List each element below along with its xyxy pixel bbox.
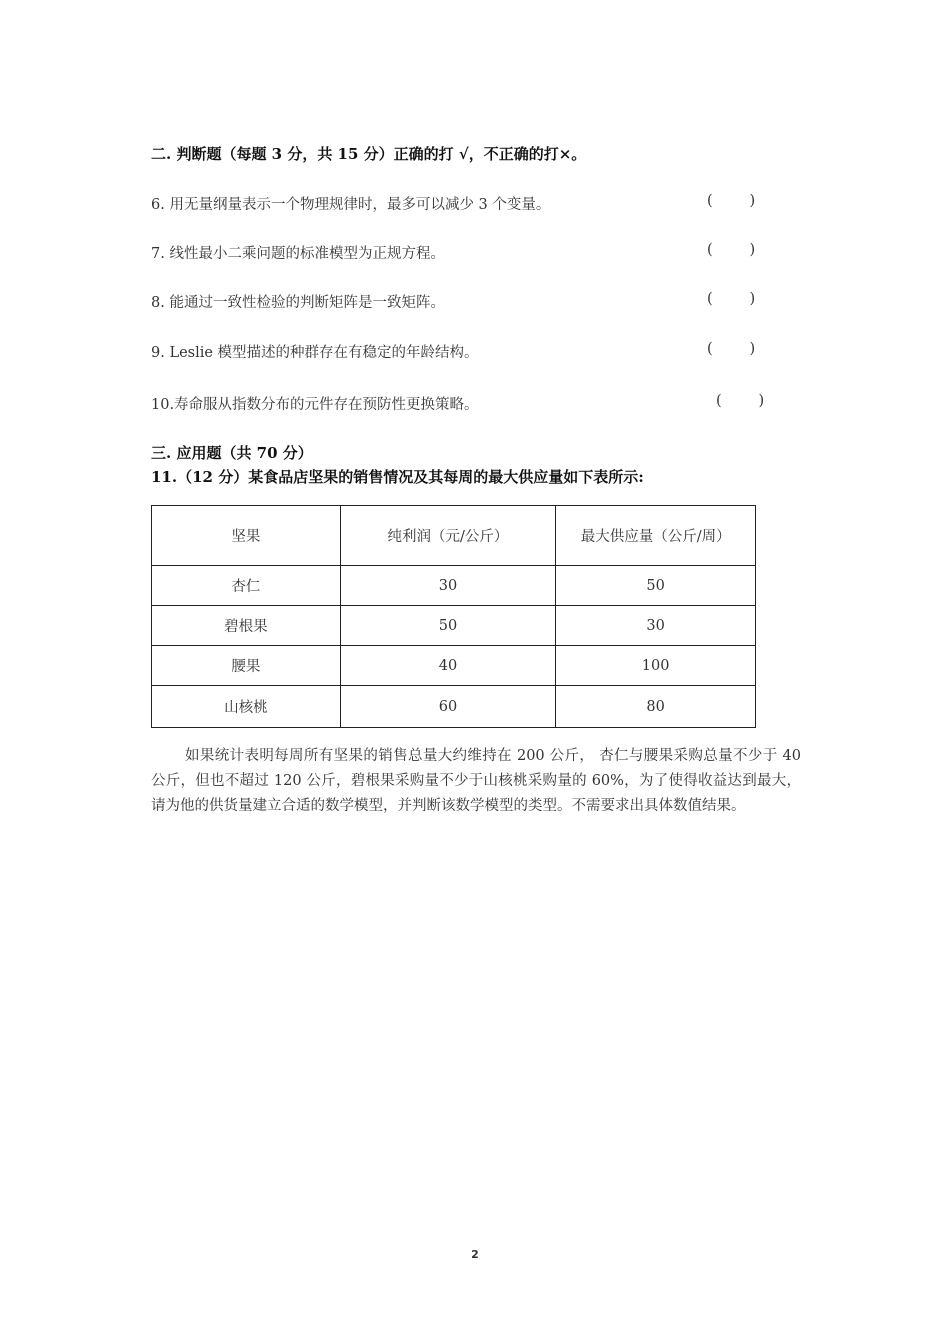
nut-sales-table (151, 505, 756, 728)
question-11-heading: 11.（12 分）某食品店坚果的销售情况及其每周的最大供应量如下表所示: (151, 468, 644, 486)
question-10: 10.寿命服从指数分布的元件存在预防性更换策略。 (151, 397, 479, 413)
table-cell: 碧根果 (152, 606, 341, 646)
table-row (152, 686, 756, 728)
question-6: 6. 用无量纲量表示一个物理规律时，最多可以减少 3 个变量。 (151, 197, 551, 213)
table-row (152, 646, 756, 686)
question-11-body: 如果统计表明每周所有坚果的销售总量大约维持在 200 公斤， 杏仁与腰果采购总量不少于 40 公斤，但也不超过 120 公斤，碧根果采购量不少于山核桃采购量的 60%，为了使得收益达到最大，请为他的供货量建立合适的数学模型，并判断该数学模型的类型。不需要求出具体数值结果。 (151, 748, 801, 814)
page-number: 2 (471, 1248, 479, 1261)
table-cell: 80 (556, 686, 756, 728)
table-cell: 50 (556, 566, 756, 606)
table-cell: 50 (340, 606, 556, 646)
table-cell: 杏仁 (152, 566, 341, 606)
question-8: 8. 能通过一致性检验的判断矩阵是一致矩阵。 (151, 295, 445, 311)
question-9: 9. Leslie 模型描述的种群存在有稳定的年龄结构。 (151, 345, 479, 361)
answer-blank-6: ( ) (707, 193, 756, 209)
table-cell: 30 (340, 566, 556, 606)
table-header-cell: 纯利润（元/公斤） (340, 506, 556, 566)
table-cell: 40 (340, 646, 556, 686)
section-2-heading: 二. 判断题（每题 3 分，共 15 分）正确的打 √，不正确的打×。 (151, 145, 587, 163)
table-header-cell: 最大供应量（公斤/周） (556, 506, 756, 566)
answer-blank-9: ( ) (707, 341, 756, 357)
section-3-heading: 三. 应用题（共 70 分） (151, 444, 313, 462)
table-cell: 腰果 (152, 646, 341, 686)
table-cell: 100 (556, 646, 756, 686)
table-header-cell: 坚果 (152, 506, 341, 566)
table-cell: 山核桃 (152, 686, 341, 728)
table-row (152, 606, 756, 646)
answer-blank-8: ( ) (707, 291, 756, 307)
table-cell: 60 (340, 686, 556, 728)
table-cell: 30 (556, 606, 756, 646)
answer-blank-10: ( ) (716, 393, 765, 409)
question-7: 7. 线性最小二乘问题的标准模型为正规方程。 (151, 246, 445, 262)
answer-blank-7: ( ) (707, 242, 756, 258)
table-header-row (152, 506, 756, 566)
table-row (152, 566, 756, 606)
